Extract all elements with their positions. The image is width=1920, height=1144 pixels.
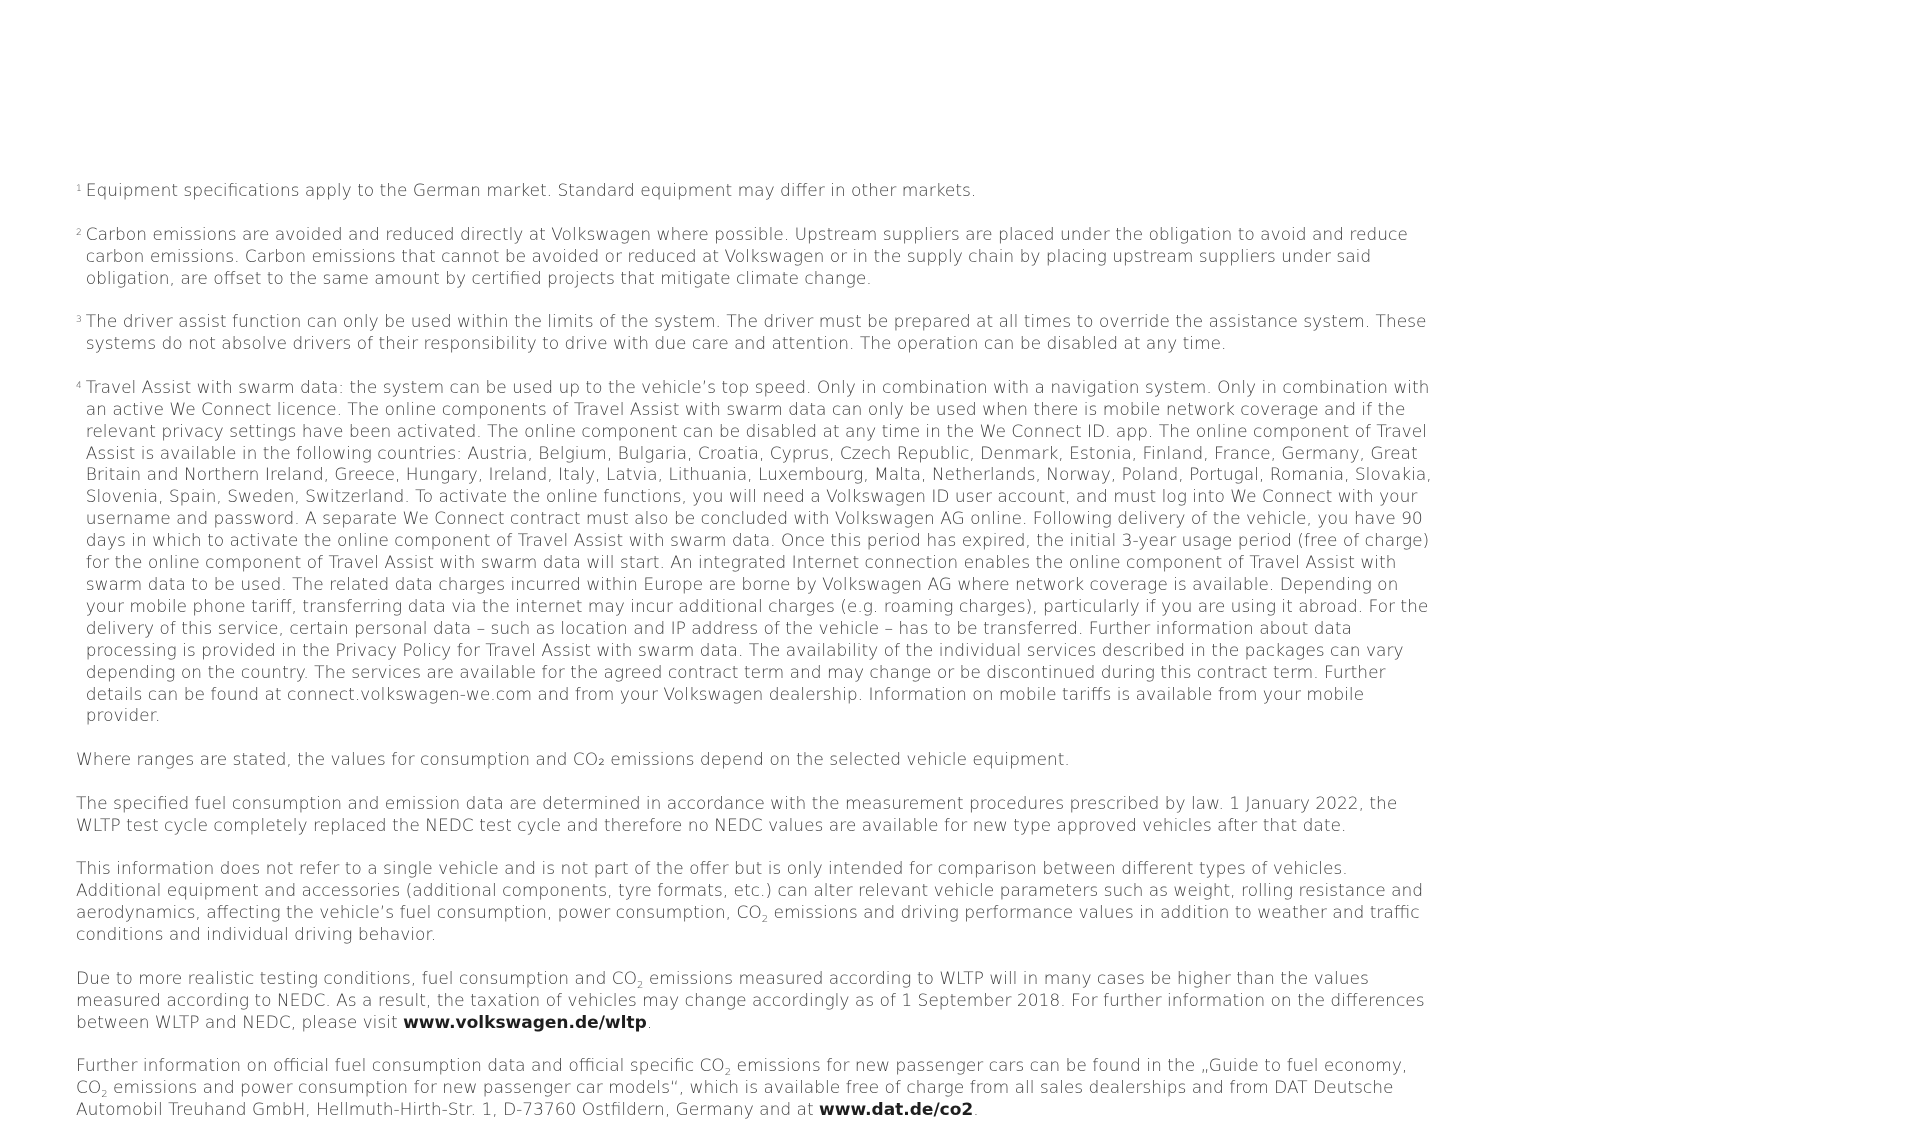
footnote-4	[76, 378, 1436, 729]
further-text-end-part: emissions and power consumption for new passenger car models“, which is available free of charge from all sales dealerships and from DAT Deutsche Automobil Treuhand GmbH, Hellmuth-Hirth-Str. 1, D-73760 Ostfildern, Germany and at	[76, 1078, 1394, 1121]
subscript-two: 2	[637, 979, 644, 991]
measurement-paragraph: The specified fuel consumption and emission data are determined in accordance with the measurement procedures prescribed by law. 1 January 2022, the WLTP test cycle completely replaced the NEDC test cycle and therefore no NEDC values are available for new type approved vehicles after that date.	[76, 793, 1398, 836]
footnote-1	[76, 181, 1436, 203]
wltp-link[interactable]: www.volkswagen.de/wltp	[403, 1012, 647, 1033]
footnote-mark: 4	[76, 380, 82, 391]
footnote-text: Travel Assist with swarm data: the system can be used up to the vehicle’s top speed. Only in combination with a navigation system. Only in combination with an active We Connect licence. The online components of Travel Assist with swarm data can only be used when there is mobile network coverage and if the relevant privacy settings have been activated. The online component can be disabled at any time in the We Connect ID. app. The online component of Travel Assist is available in the following countries: Austria, Belgium, Bulgaria, Croatia, Cyprus, Czech Republic, Denmark, Estonia, Finland, France, Germany, Great Britain and Northern Ireland, Greece, Hungary, Ireland, Italy, Latvia, Lithuania, Luxembourg, Malta, Netherlands, Norway, Poland, Portugal, Romania, Slovakia, Slovenia, Spain, Sweden, Switzerland. To activate the online functions, you will need a Volkswagen ID user account, and must log into We Connect with your username and password. A separate We Connect contract must also be concluded with Volkswagen AG online. Following delivery of the vehicle, you have 90 days in which to activate the online component of Travel Assist with swarm data. Once this period has expired, the initial 3-year usage period (free of charge) for the online component of Travel Assist with swarm data will start. An integrated Internet connection enables the online component of Travel Assist with swarm data to be used. The related data charges incurred within Europe are borne by Volkswagen AG where network coverage is available. Depending on your mobile phone tariff, transferring data via the internet may incur additional charges (e.g. roaming charges), particularly if you are using it abroad. For the delivery of this service, certain personal data – such as location and IP address of the vehicle – has to be transferred. Further information about data processing is provided in the Privacy Policy for Travel Assist with swarm data. The availability of the individual services described in the packages can vary depending on the country. The services are available for the agreed contract term and may change or be discontinued during this contract term. Further details can be found at connect.volkswagen-we.com and from your Volkswagen dealership. Information on mobile tariffs is available from your mobile provider.	[85, 377, 1432, 727]
further-text: Further information on official fuel consumption data and official specific CO	[76, 1056, 725, 1077]
further-info-paragraph	[76, 1056, 1436, 1122]
further-text-end: .	[973, 1100, 979, 1121]
footnote-3	[76, 312, 1436, 356]
footnote-mark: 1	[76, 184, 82, 194]
disclaimer-page	[76, 181, 1436, 1144]
dat-co2-link[interactable]: www.dat.de/co2	[819, 1100, 974, 1121]
footnote-text: The driver assist function can only be used within the limits of the system. The driver must be prepared at all times to override the assistance system. These systems do not absolve drivers of their responsibility to drive with due care and attention. The operation can be disabled at any time.	[85, 312, 1427, 355]
testing-conditions-paragraph	[76, 969, 1436, 1035]
comparison-info-text: This information does not refer to a single vehicle and is not part of the offer but is only intended for comparison between different types of vehicles. Additional equipment and accessories (additional components, tyre formats, etc.) can alter relevant vehicle parameters such as weight, rolling resistance and aerodynamics, affecting the vehicle’s fuel consumption, power consumption, CO	[76, 859, 1424, 924]
comparison-info-paragraph	[76, 859, 1436, 947]
subscript-two: 2	[101, 1089, 108, 1101]
testing-text: Due to more realistic testing conditions, fuel consumption and CO	[76, 968, 638, 989]
subscript-two: 2	[724, 1067, 732, 1079]
subscript-two: 2	[761, 914, 769, 926]
further-text-middle: emissions for new passenger cars can be found in the „Guide to fuel economy, CO	[76, 1056, 1408, 1099]
ranges-paragraph: Where ranges are stated, the values for consumption and CO₂ emissions depend on the selected vehicle equipment.	[76, 750, 1070, 771]
footnote-mark: 3	[76, 315, 82, 326]
testing-text-middle: emissions measured according to WLTP will in many cases be higher than the values measured according to NEDC. As a result, the taxation of vehicles may change accordingly as of 1 September 2018. For further information on the differences between WLTP and NEDC, please visit	[76, 968, 1425, 1033]
comparison-info-text-end: emissions and driving performance values in addition to weather and traffic conditions and individual driving behavior.	[76, 903, 1420, 946]
footnote-text: Equipment specifications apply to the German market. Standard equipment may differ in other markets.	[85, 181, 977, 201]
footnote-2	[76, 225, 1436, 291]
footnote-mark: 2	[76, 227, 82, 238]
testing-text-end: .	[646, 1012, 653, 1033]
footnote-text: Carbon emissions are avoided and reduced directly at Volkswagen where possible. Upstream suppliers are placed under the obligation to avoid and reduce carbon emissions. Carbon emissions that cannot be avoided or reduced at Volkswagen or in the supply chain by placing upstream suppliers under said obligation, are offset to the same amount by certified projects that mitigate climate change.	[85, 224, 1408, 289]
